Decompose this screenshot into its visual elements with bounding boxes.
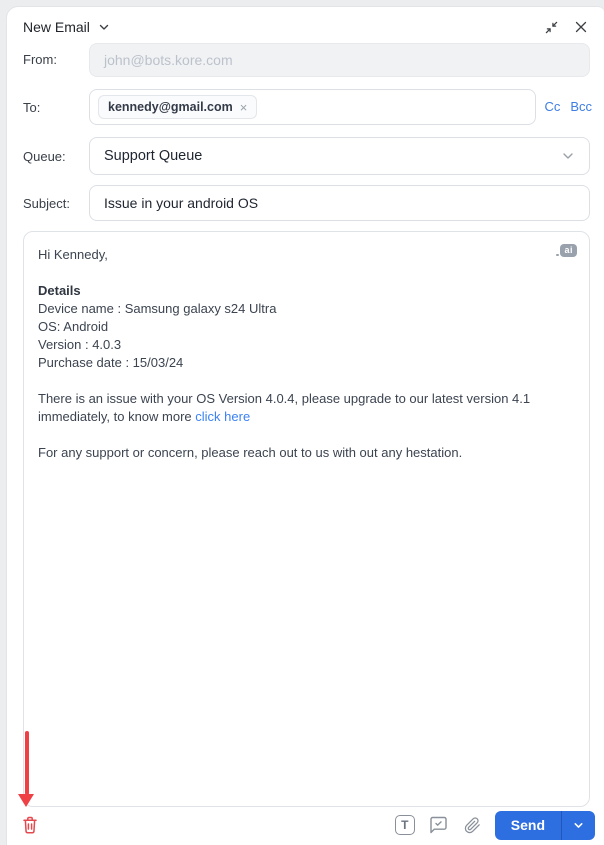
footer-toolbar <box>19 810 595 840</box>
from-value: john@bots.kore.com <box>104 52 233 68</box>
new-email-window <box>6 6 604 845</box>
recipient-chip[interactable] <box>98 95 257 119</box>
send-options-chevron-icon[interactable] <box>561 811 595 840</box>
subject-label: Subject: <box>23 196 70 211</box>
collapse-icon[interactable] <box>540 16 562 38</box>
body-details-heading: Details <box>38 283 81 298</box>
ai-assist-icon[interactable]: ai <box>560 244 577 257</box>
queue-chevron-down-icon <box>561 149 575 163</box>
body-detail-line: Device name : Samsung galaxy s24 Ultra <box>38 301 277 316</box>
title-chevron-down-icon[interactable] <box>98 21 110 33</box>
to-label: To: <box>23 100 41 115</box>
send-button[interactable]: Send <box>495 811 561 840</box>
body-issue-paragraph <box>38 390 575 426</box>
subject-input[interactable] <box>89 185 590 221</box>
body-detail-line: Purchase date : 15/03/24 <box>38 355 184 370</box>
window-header <box>23 15 592 39</box>
from-field <box>89 43 590 77</box>
cc-bcc-links <box>544 99 592 114</box>
body-detail-line: Version : 4.0.3 <box>38 337 122 352</box>
subject-value: Issue in your android OS <box>104 195 259 211</box>
recipient-chip-label: kennedy@gmail.com <box>108 100 233 114</box>
attachment-paperclip-icon[interactable] <box>461 813 485 837</box>
body-detail-line: OS: Android <box>38 319 109 334</box>
bcc-link[interactable]: Bcc <box>570 99 592 114</box>
chip-remove-icon[interactable]: × <box>239 99 248 115</box>
email-body-editor[interactable] <box>23 231 590 807</box>
body-closing: For any support or concern, please reach out to us with out any hestation. <box>38 445 463 460</box>
body-issue-text: There is an issue with your OS Version 4.0.4, please upgrade to our latest version 4.1 immediately, to know more <box>38 391 531 424</box>
cc-link[interactable]: Cc <box>544 99 561 114</box>
click-here-link[interactable]: click here <box>195 409 251 424</box>
discard-trash-icon[interactable] <box>19 814 41 836</box>
queue-select[interactable] <box>89 137 590 175</box>
window-title: New Email <box>23 19 90 35</box>
from-label: From: <box>23 52 57 67</box>
queue-label: Queue: <box>23 149 66 164</box>
text-format-icon[interactable]: T <box>393 813 417 837</box>
to-input[interactable] <box>89 89 536 125</box>
queue-selected-value: Support Queue <box>104 148 203 164</box>
canned-response-icon[interactable] <box>427 813 451 837</box>
body-greeting: Hi Kennedy, <box>38 247 108 262</box>
send-split-button <box>495 811 595 840</box>
close-icon[interactable] <box>570 16 592 38</box>
